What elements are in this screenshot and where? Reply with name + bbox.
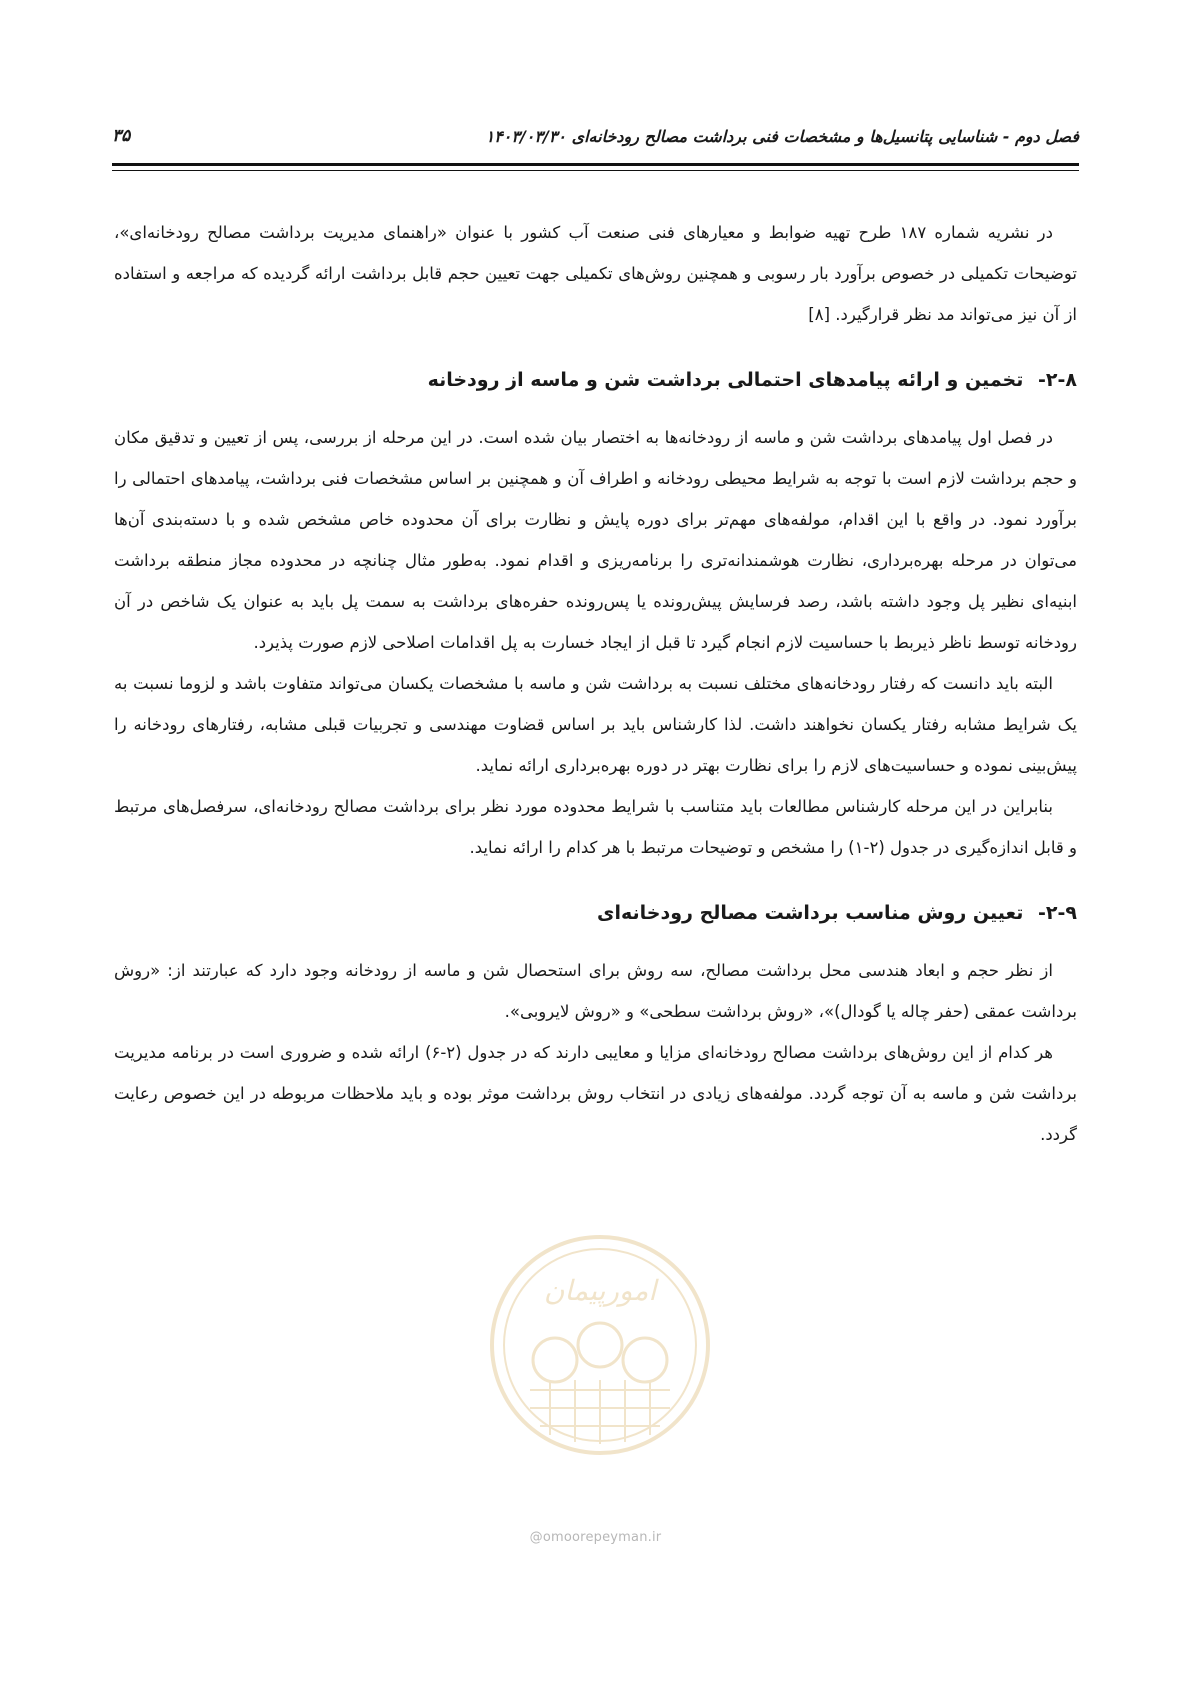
section-title: تعیین روش مناسب برداشت مصالح رودخانه‌ای (597, 902, 1024, 924)
paragraph: از نظر حجم و ابعاد هندسی محل برداشت مصالح، سه روش برای استحصال شن و ماسه از رودخانه وجود دارد که عبارتند از: «روش برداشت عمقی (حفر چاله یا گودال)»، «روش برداشت سطحی» و «روش لایروبی». (114, 961, 1077, 1021)
paragraph: البته باید دانست که رفتار رودخانه‌های مختلف نسبت به برداشت شن و ماسه با مشخصات یکسان می‌تواند متفاوت باشد و لزوما نسبت به یک شرایط مشابه رفتار یکسان نخواهند داشت. لذا کارشناس باید بر اساس قضاوت مهندسی و تجربیات قبلی مشابه، رفتارهای رودخانه را پیش‌بینی نموده و حساسیت‌های لازم را برای نظارت بهتر در دوره بهره‌برداری ارائه نماید. (114, 674, 1077, 775)
section-number: ۲-۹- (1038, 902, 1077, 924)
page-number: ۳۵ (112, 126, 131, 146)
watermark-logo (485, 1230, 715, 1460)
grid-icon (530, 1380, 670, 1444)
header-rule-thick (112, 163, 1079, 166)
page-body (114, 212, 1077, 1155)
paragraph: بنابراین در این مرحله کارشناس مطالعات باید متناسب با شرایط محدوده مورد نظر برای برداشت مصالح رودخانه‌ای، سرفصل‌های مرتبط و قابل اندازه‌گیری در جدول (۲-۱) را مشخص و توضیحات مرتبط با هر کدام را ارائه نماید. (114, 797, 1077, 857)
watermark-logo-text: امورپیمان (543, 1274, 657, 1307)
header-title: فصل دوم - شناسایی پتانسیل‌ها و مشخصات فنی برداشت مصالح رودخانه‌ای ۱۴۰۳/۰۳/۳۰ (485, 126, 1079, 146)
gear-icon (533, 1323, 667, 1382)
watermark-url: @omoorepeyman.ir (529, 1530, 662, 1545)
section-heading-2-9 (114, 898, 1077, 928)
running-header (112, 122, 1079, 150)
header-rule-thin (112, 170, 1079, 171)
paragraph: هر کدام از این روش‌های برداشت مصالح رودخانه‌ای مزایا و معایبی دارند که در جدول (۲-۶) ارائه شده و ضروری است در برنامه مدیریت برداشت شن و ماسه به آن توجه گردد. مولفه‌های زیادی در انتخاب روش برداشت موثر بوده و باید ملاحظات مربوطه در این خصوص رعایت گردد. (114, 1043, 1077, 1144)
paragraph: در نشریه شماره ۱۸۷ طرح تهیه ضوابط و معیارهای فنی صنعت آب کشور با عنوان «راهنمای مدیریت برداشت مصالح رودخانه‌ای»، توضیحات تکمیلی در خصوص برآورد بار رسوبی و همچنین روش‌های تکمیلی جهت تعیین حجم قابل برداشت ارائه گردیده که مراجعه و استفاده از آن نیز می‌تواند مد نظر قرارگیرد. [۸] (114, 223, 1077, 324)
paragraph: در فصل اول پیامدهای برداشت شن و ماسه از رودخانه‌ها به اختصار بیان شده است. در این مرحله از بررسی، پس از تعیین و تدقیق مکان و حجم برداشت لازم است با توجه به شرایط محیطی رودخانه و اطراف آن و همچنین بر اساس مشخصات فنی برداشت، پیامدهای احتمالی را برآورد نمود. در واقع با این اقدام، مولفه‌های مهم‌تر برای دوره پایش و نظارت برای آن محدوده خاص مشخص شده و با دسته‌بندی آن‌ها می‌توان در مرحله بهره‌برداری، نظارت هوشمندانه‌تری را برنامه‌ریزی و اقدام نمود. به‌طور مثال چنانچه در محدوده مجاز منطقه برداشت ابنیه‌ای نظیر پل وجود داشته باشد، رصد فرسایش پیش‌رونده یا پس‌رونده حفره‌های برداشت به سمت پل باید به عنوان یک شاخص در آن رودخانه توسط ناظر ذیربط با حساسیت لازم انجام گیرد تا قبل از ایجاد خسارت به پل اقدامات اصلاحی لازم صورت پذیرد. (114, 428, 1077, 652)
section-number: ۲-۸- (1038, 369, 1077, 391)
section-heading-2-8 (114, 365, 1077, 395)
section-title: تخمین و ارائه پیامدهای احتمالی برداشت شن و ماسه از رودخانه (427, 369, 1024, 391)
